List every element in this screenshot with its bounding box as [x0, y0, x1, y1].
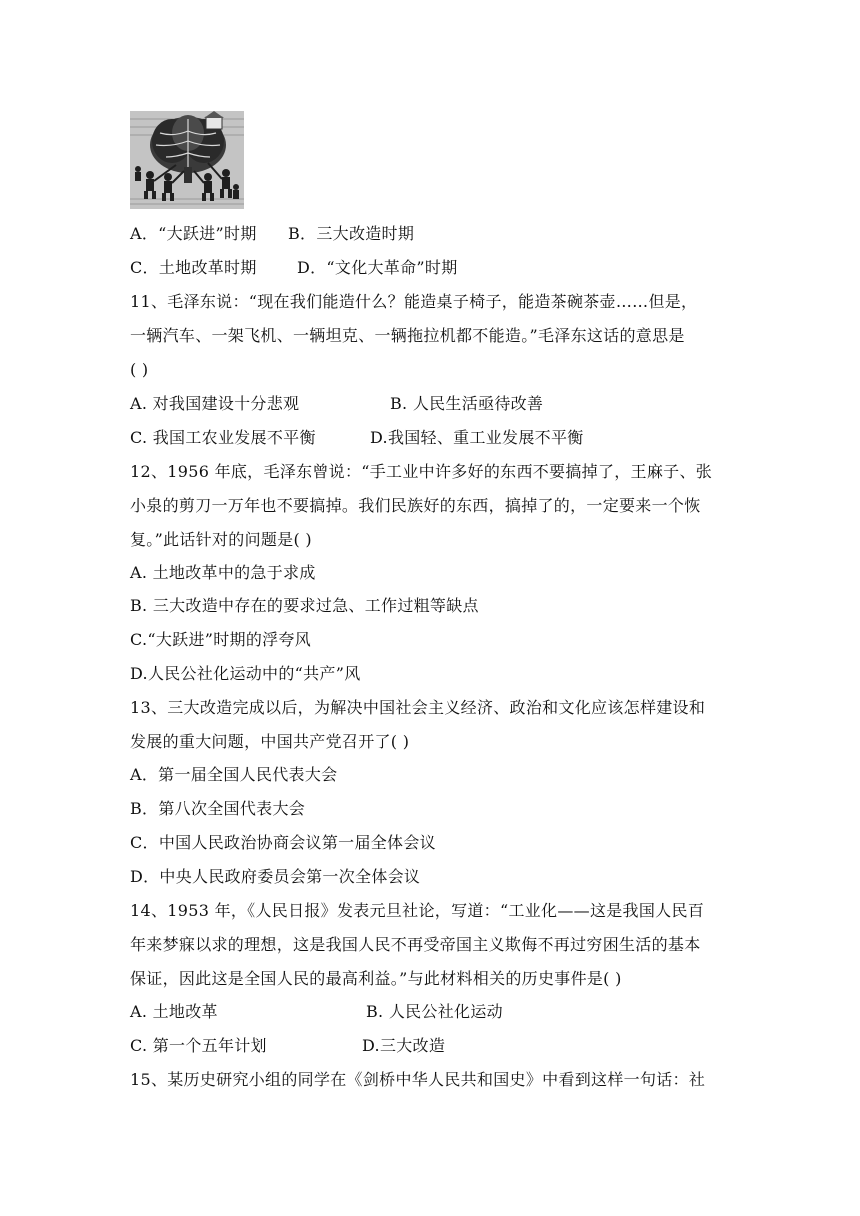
q12-option-d: D.人民公社化运动中的“共产”风 — [130, 664, 361, 683]
q12-option-a: A. 土地改革中的急于求成 — [130, 563, 316, 582]
q14-stem-line-3: 保证，因此这是全国人民的最高利益。”与此材料相关的历史事件是( ) — [130, 969, 622, 988]
q10-option-c: C．土地改革时期 — [130, 258, 257, 277]
q13-stem-line-2: 发展的重大问题，中国共产党召开了( ) — [130, 732, 410, 751]
q14-stem-line-1: 14、1953 年，《人民日报》发表元旦社论，写道：“工业化——这是我国人民百 — [130, 901, 705, 920]
q13-stem-line-1: 13、三大改造完成以后，为解决中国社会主义经济、政治和文化应该怎样建设和 — [130, 698, 706, 717]
q13-option-d: D．中央人民政府委员会第一次全体会议 — [130, 867, 421, 886]
q14-stem-line-2: 年来梦寐以求的理想，这是我国人民不再受帝国主义欺侮不再过穷困生活的基本 — [130, 935, 701, 954]
illustration-image — [130, 111, 244, 209]
q11-option-b: B. 人民生活亟待改善 — [390, 394, 544, 413]
q11-stem-line-3: ( ) — [130, 360, 149, 379]
q12-stem-line-3: 复。”此话针对的问题是( ) — [130, 530, 312, 549]
q15-stem-line-1: 15、某历史研究小组的同学在《剑桥中华人民共和国史》中看到这样一句话：社 — [130, 1070, 706, 1089]
q14-option-d: D.三大改造 — [362, 1036, 446, 1055]
q11-option-a: A. 对我国建设十分悲观 — [130, 394, 300, 413]
q14-option-a: A. 土地改革 — [130, 1002, 218, 1021]
q11-option-d: D.我国轻、重工业发展不平衡 — [370, 428, 584, 447]
q14-option-c: C. 第一个五年计划 — [130, 1036, 267, 1055]
q12-option-b: B. 三大改造中存在的要求过急、工作过粗等缺点 — [130, 596, 479, 615]
q11-option-c: C. 我国工农业发展不平衡 — [130, 428, 316, 447]
q10-option-b: B．三大改造时期 — [288, 224, 415, 243]
q10-option-a: A．“大跃进”时期 — [130, 224, 257, 243]
q12-option-c: C.“大跃进”时期的浮夸风 — [130, 630, 312, 649]
q14-option-b: B. 人民公社化运动 — [366, 1002, 503, 1021]
q11-stem-line-2: 一辆汽车、一架飞机、一辆坦克、一辆拖拉机都不能造。”毛泽东这话的意思是 — [130, 326, 685, 345]
q13-option-a: A．第一届全国人民代表大会 — [130, 765, 338, 784]
q12-stem-line-1: 12、1956 年底，毛泽东曾说：“手工业中许多好的东西不要搞掉了，王麻子、张 — [130, 462, 713, 481]
question-illustration — [130, 111, 244, 209]
q12-stem-line-2: 小泉的剪刀一万年也不要搞掉。我们民族好的东西，搞掉了的，一定要来一个恢 — [130, 496, 701, 515]
q10-option-d: D．“文化大革命”时期 — [297, 258, 458, 277]
q13-option-b: B．第八次全国代表大会 — [130, 799, 306, 818]
q13-option-c: C．中国人民政治协商会议第一届全体会议 — [130, 833, 436, 852]
q11-stem-line-1: 11、毛泽东说：“现在我们能造什么？能造桌子椅子，能造茶碗茶壶……但是， — [130, 292, 698, 311]
